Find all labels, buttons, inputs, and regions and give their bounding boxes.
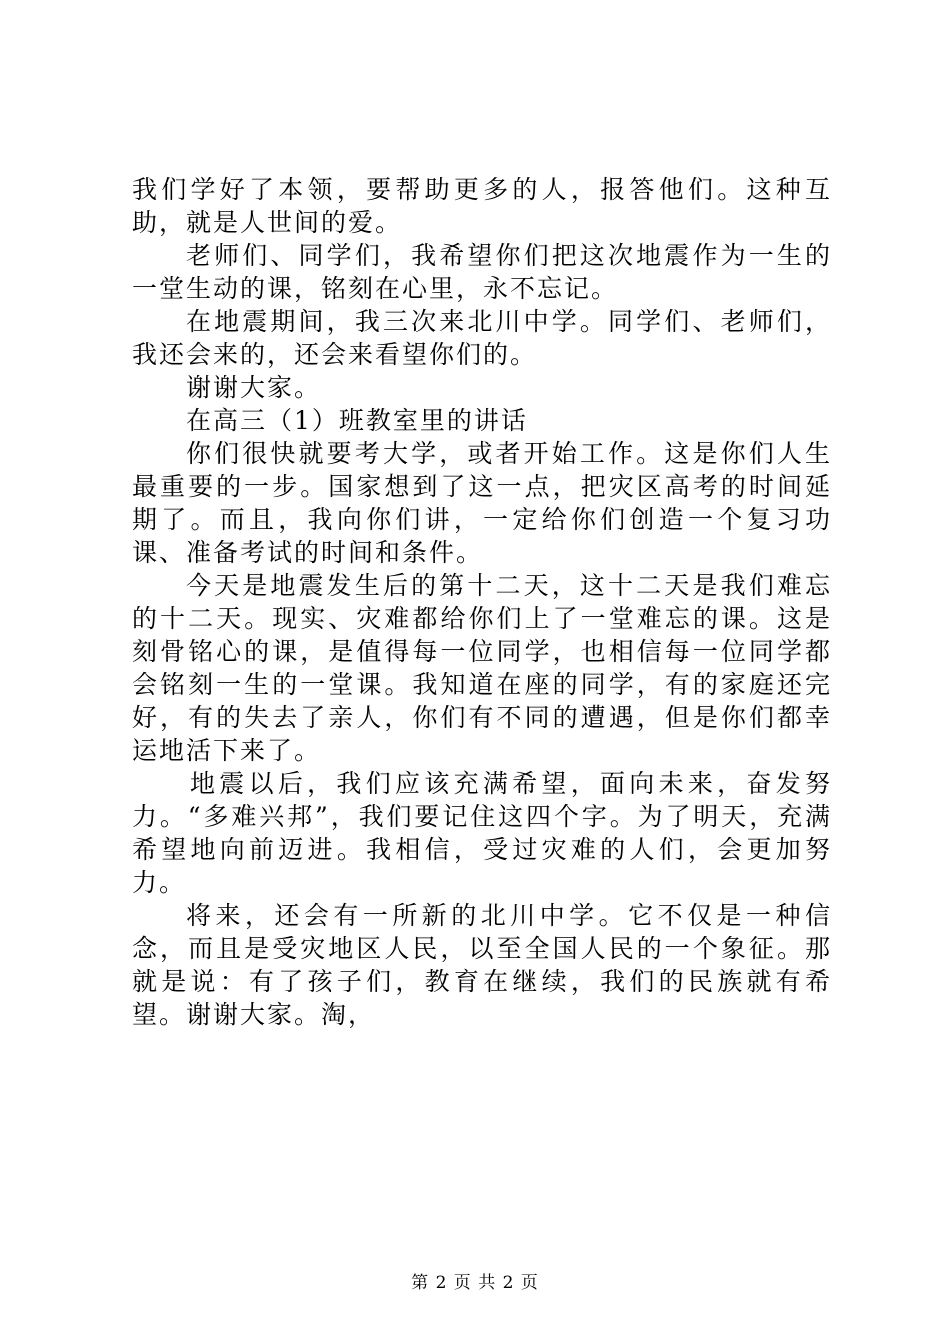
document-body xyxy=(132,173,832,1031)
paragraph: 老师们、同学们，我希望你们把这次地震作为一生的一堂生动的课，铭刻在心里，永不忘记。 xyxy=(132,241,832,303)
paragraph: 今天是地震发生后的第十二天，这十二天是我们难忘的十二天。现实、灾难都给你们上了一堂难忘的课。这是刻骨铭心的课，是值得每一位同学，也相信每一位同学都会铭刻一生的一堂课。我知道在座的同学，有的家庭还完好，有的失去了亲人，你们有不同的遭遇，但是你们都幸运地活下来了。 xyxy=(132,571,832,765)
page-number-footer: 第 2 页 共 2 页 xyxy=(411,1273,539,1293)
paragraph: 在地震期间，我三次来北川中学。同学们、老师们，我还会来的，还会来看望你们的。 xyxy=(132,307,832,369)
paragraph: 你们很快就要考大学，或者开始工作。这是你们人生最重要的一步。国家想到了这一点，把灾区高考的时间延期了。而且，我向你们讲，一定给你们创造一个复习功课、准备考试的时间和条件。 xyxy=(132,439,832,567)
section-heading: 在高三（1）班教室里的讲话 xyxy=(186,406,528,435)
paragraph: 我们学好了本领，要帮助更多的人，报答他们。这种互助，就是人世间的爱。 xyxy=(132,175,832,237)
paragraph: 谢谢大家。 xyxy=(186,373,322,402)
paragraph: 将来，还会有一所新的北川中学。它不仅是一种信念，而且是受灾地区人民，以至全国人民的一个象征。那就是说：有了孩子们，教育在继续，我们的民族就有希望。谢谢大家。淘， xyxy=(132,901,832,1029)
paragraph: 地震以后，我们应该充满希望，面向未来，奋发努力。“多难兴邦”，我们要记住这四个字。为了明天，充满希望地向前迈进。我相信，受过灾难的人们，会更加努力。 xyxy=(132,769,832,897)
